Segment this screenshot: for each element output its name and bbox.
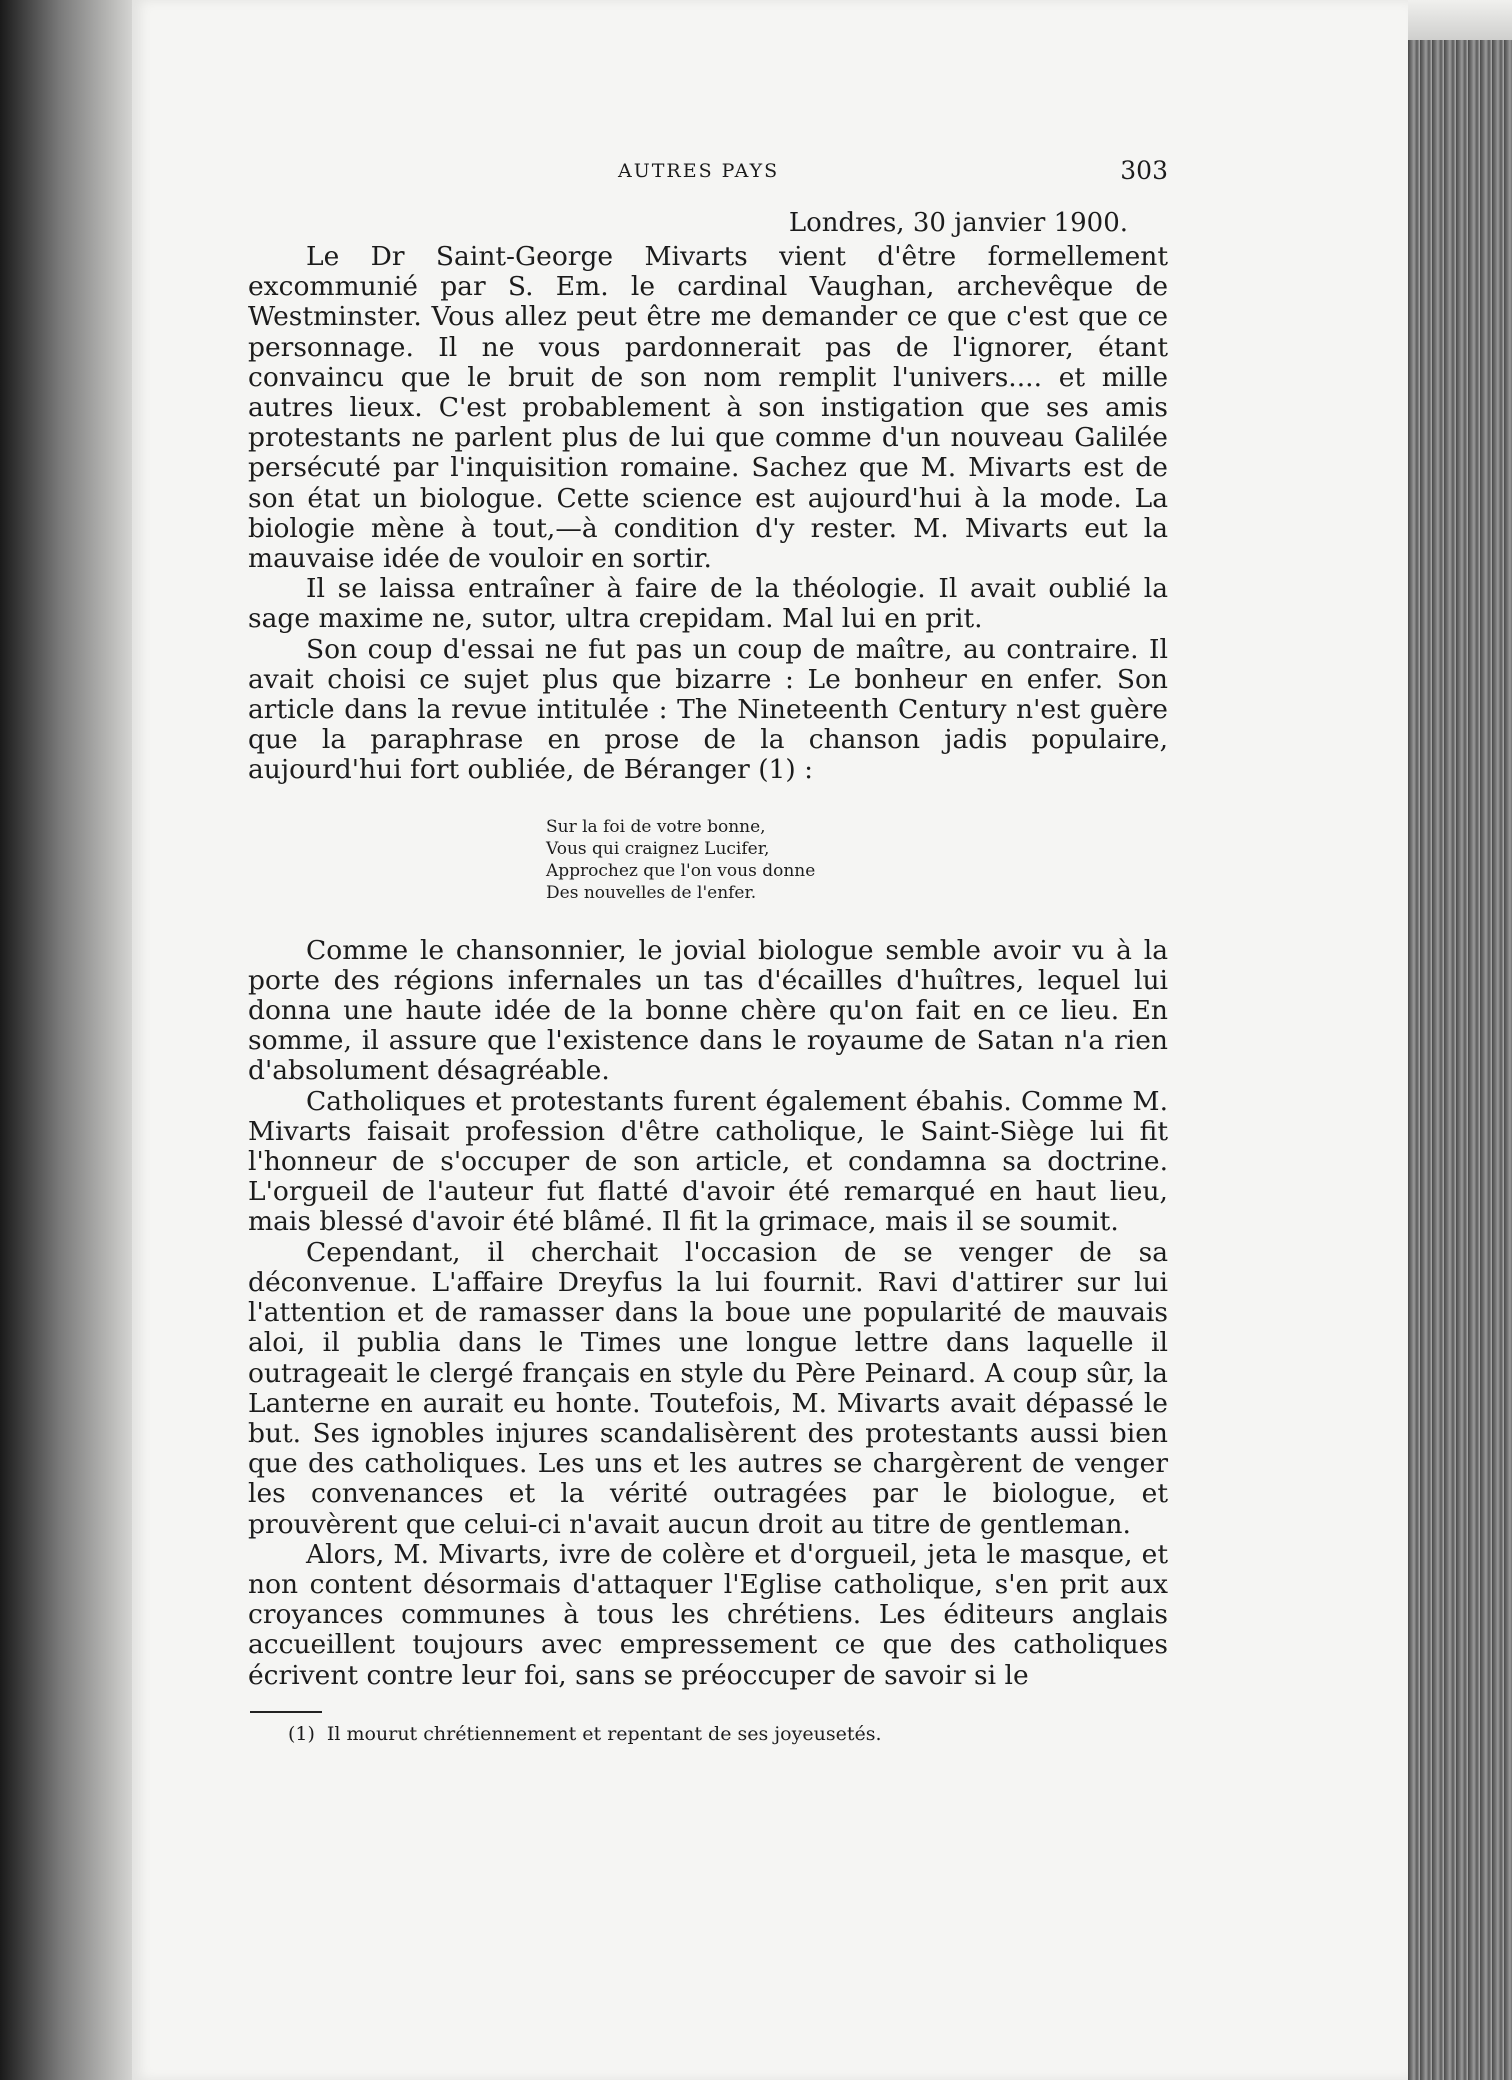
paragraph-6: Cependant, il cherchait l'occasion de se venger de sa déconvenue. L'affaire Dreyfus la lui fournit. Ravi d'attirer sur lui l'attention et de ramasser dans la boue une popularité de mauvais aloi, il publia dans le Times une longue lettre dans laquelle il outrageait le clergé français en style du Père Peinard. A coup sûr, la Lanterne en aurait eu honte. Toutefois, M. Mivarts avait dépassé le but. Ses ignobles injures scandalisèrent des protestants aussi bien que des catholiques. Les uns et les autres se chargèrent de venger les convenances et la vérité outragées par le biologue, et prouvèrent que celui-ci n'avait aucun droit au titre de gentleman.	[248, 1236, 1168, 1540]
verse-line: Sur la foi de votre bonne,	[546, 816, 766, 837]
paragraph-2: Il se laissa entraîner à faire de la théologie. Il avait oublié la sage maxime ne, sutor, ultra crepidam. Mal lui en prit.	[248, 573, 1168, 635]
verse-line: Des nouvelles de l'enfer.	[546, 882, 757, 903]
dateline: Londres, 30 janvier 1900.	[788, 208, 1128, 238]
paragraph-5: Catholiques et protestants furent également ébahis. Comme M. Mivarts faisait profession d'être catholique, le Saint-Siège lui fit l'honneur de s'occuper de son article, et condamna sa doctrine. L'orgueil de l'auteur fut flatté d'avoir été remarqué en haut lieu, mais blessé d'avoir été blâmé. Il fit la grimace, mais il se soumit.	[248, 1085, 1168, 1238]
footnote	[288, 1723, 1168, 1745]
page-content	[248, 150, 1168, 1745]
paragraph-4: Comme le chansonnier, le jovial biologue semble avoir vu à la porte des régions infernales un tas d'écailles d'huîtres, lequel lui donna une haute idée de la bonne chère qu'on fait en ce lieu. En somme, il assure que l'existence dans le royaume de Satan n'a rien d'absolument désagréable.	[248, 934, 1168, 1087]
footnote-marker: (1)	[288, 1722, 315, 1745]
page-number: 303	[1120, 156, 1168, 185]
paragraph-3: Son coup d'essai ne fut pas un coup de maître, au contraire. Il avait choisi ce sujet plus que bizarre : Le bonheur en enfer. Son article dans la revue intitulée : The Nineteenth Century n'est guère que la paraphrase en prose de la chanson jadis populaire, aujourd'hui fort oubliée, de Béranger (1) :	[248, 633, 1168, 786]
verse-quote	[546, 816, 1168, 904]
verse-line: Vous qui craignez Lucifer,	[546, 838, 770, 859]
footnote-rule	[250, 1711, 322, 1713]
scan-left-edge	[0, 0, 132, 2080]
verse-line: Approchez que l'on vous donne	[546, 860, 816, 881]
book-edge-top	[1408, 0, 1512, 40]
paragraph-7: Alors, M. Mivarts, ivre de colère et d'orgueil, jeta le masque, et non content désormais d'attaquer l'Eglise catholique, s'en prit aux croyances communes à tous les chrétiens. Les éditeurs anglais accueillent toujours avec empressement ce que des catholiques écrivent contre leur foi, sans se préoccuper de savoir si le	[248, 1538, 1168, 1691]
book-page-edges	[1408, 40, 1512, 2080]
page-header	[248, 150, 1168, 194]
footnote-text: Il mourut chrétiennement et repentant de ses joyeusetés.	[326, 1722, 882, 1745]
running-title: AUTRES PAYS	[618, 160, 780, 182]
paragraph-1: Le Dr Saint-George Mivarts vient d'être formellement excommunié par S. Em. le cardinal Vaughan, archevêque de Westminster. Vous allez peut être me demander ce que c'est que ce personnage. Il ne vous pardonnerait pas de l'ignorer, étant convaincu que le bruit de son nom remplit l'univers.... et mille autres lieux. C'est probablement à son instigation que ses amis protestants ne parlent plus de lui que comme d'un nouveau Galilée persécuté par l'inquisition romaine. Sachez que M. Mivarts est de son état un biologue. Cette science est aujourd'hui à la mode. La biologie mène à tout,—à condition d'y rester. M. Mivarts eut la mauvaise idée de vouloir en sortir.	[248, 241, 1168, 575]
